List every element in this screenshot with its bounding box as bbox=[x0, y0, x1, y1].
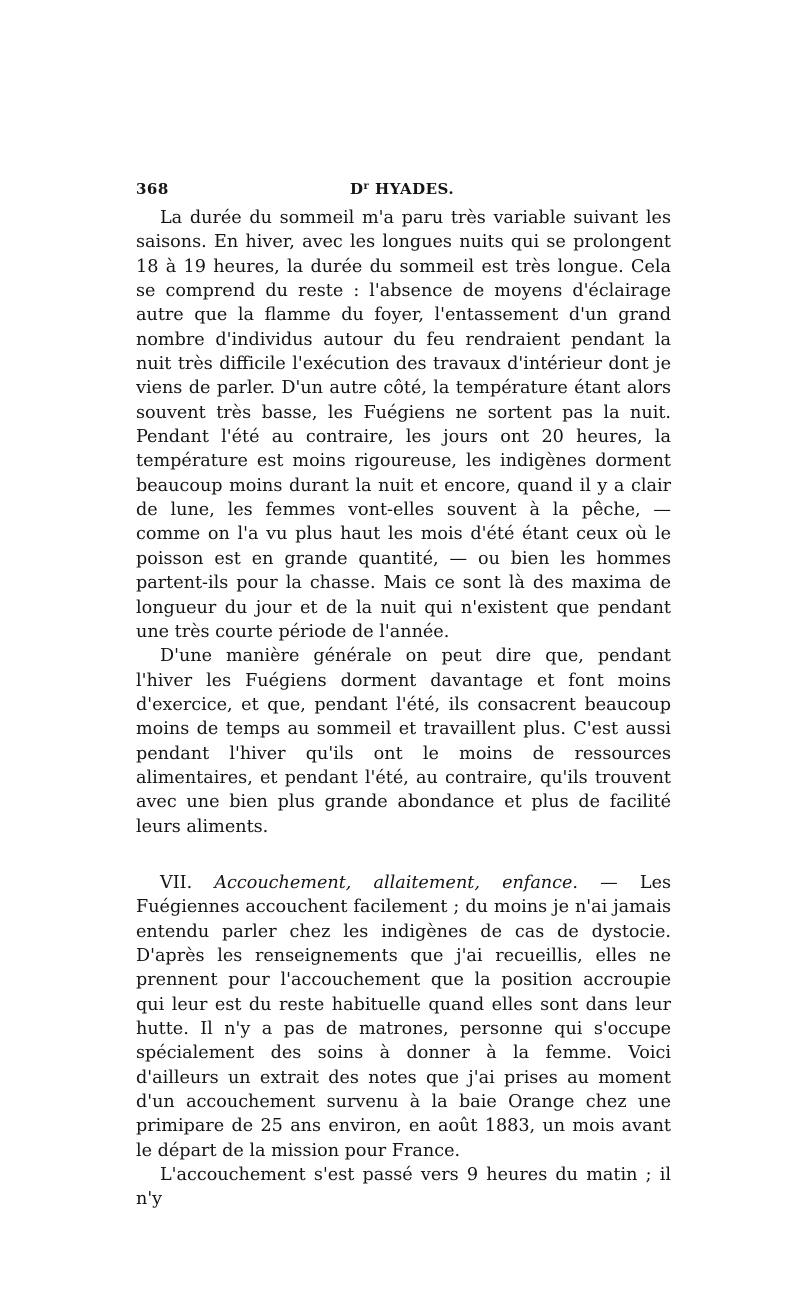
author-name bbox=[350, 180, 454, 198]
running-head bbox=[136, 180, 671, 206]
section-title: Accouchement, allaitement, enfance. bbox=[214, 872, 579, 893]
book-page bbox=[136, 180, 671, 1212]
paragraph-childbirth-start: L'accouchement s'est passé vers 9 heures du matin ; il n'y bbox=[136, 1165, 671, 1210]
page-number: 368 bbox=[136, 180, 169, 198]
section-text: — Les Fuégiennes accouchent facilement ; du moins je n'ai jamais entendu parler chez les indigènes de cas de dystocie. D'après les renseignements que j'ai recueillis, elles ne prennent pour l'accouchement que la position accroupie qui leur est du reste habituelle quand elles sont dans leur hutte. Il n'y a pas de matrones, personne qui s'occupe spécialement des soins à donner à la femme. Voici d'ailleurs un extrait des notes que j'ai prises au moment d'un accouchement survenu à la baie Orange chez une primipare de 25 ans environ, en août 1883, un mois avant le départ de la mission pour France. bbox=[136, 872, 672, 1161]
section-number: VII. bbox=[160, 872, 193, 893]
paragraph-winter-summer: D'une manière générale on peut dire que, pendant l'hiver les Fuégiens dorment davantage et font moins d'exercice, et que, pendant l'été, ils consacrent beaucoup moins de temps au sommeil et travaillent plus. C'est aussi pendant l'hiver qu'ils ont le moins de ressources alimentaires, et pendant l'été, au contraire, qu'ils trouvent avec une bien plus grande abondance et plus de facilité leurs aliments. bbox=[136, 646, 671, 837]
paragraph-sleep-seasons: La durée du sommeil m'a paru très variable suivant les saisons. En hiver, avec les longues nuits qui se prolongent 18 à 19 heures, la durée du sommeil est très longue. Cela se comprend du reste : l'absence de moyens d'éclairage autre que la flamme du foyer, l'entassement d'un grand nombre d'individus autour du feu rendraient pendant la nuit très difficile l'exécution des travaux d'intérieur dont je viens de parler. D'un autre côté, la température étant alors souvent très basse, les Fuégiens ne sortent pas la nuit. Pendant l'été au contraire, les jours ont 20 heures, la température est moins rigoureuse, les indigènes dorment beaucoup moins durant la nuit et encore, quand il y a clair de lune, les femmes vont-elles souvent à la pêche, — comme on l'a vu plus haut les mois d'été étant ceux où le poisson est en grande quantité, — ou bien les hommes partent-ils pour la chasse. Mais ce sont là des maxima de longueur du jour et de la nuit qui n'existent que pendant une très courte période de l'année. bbox=[136, 208, 671, 642]
author-prefix: D bbox=[350, 180, 364, 198]
author-sup: r bbox=[363, 181, 370, 192]
section-vii-paragraph bbox=[136, 871, 671, 1163]
body-text bbox=[136, 206, 671, 1212]
author-surname: HYADES. bbox=[375, 180, 455, 198]
